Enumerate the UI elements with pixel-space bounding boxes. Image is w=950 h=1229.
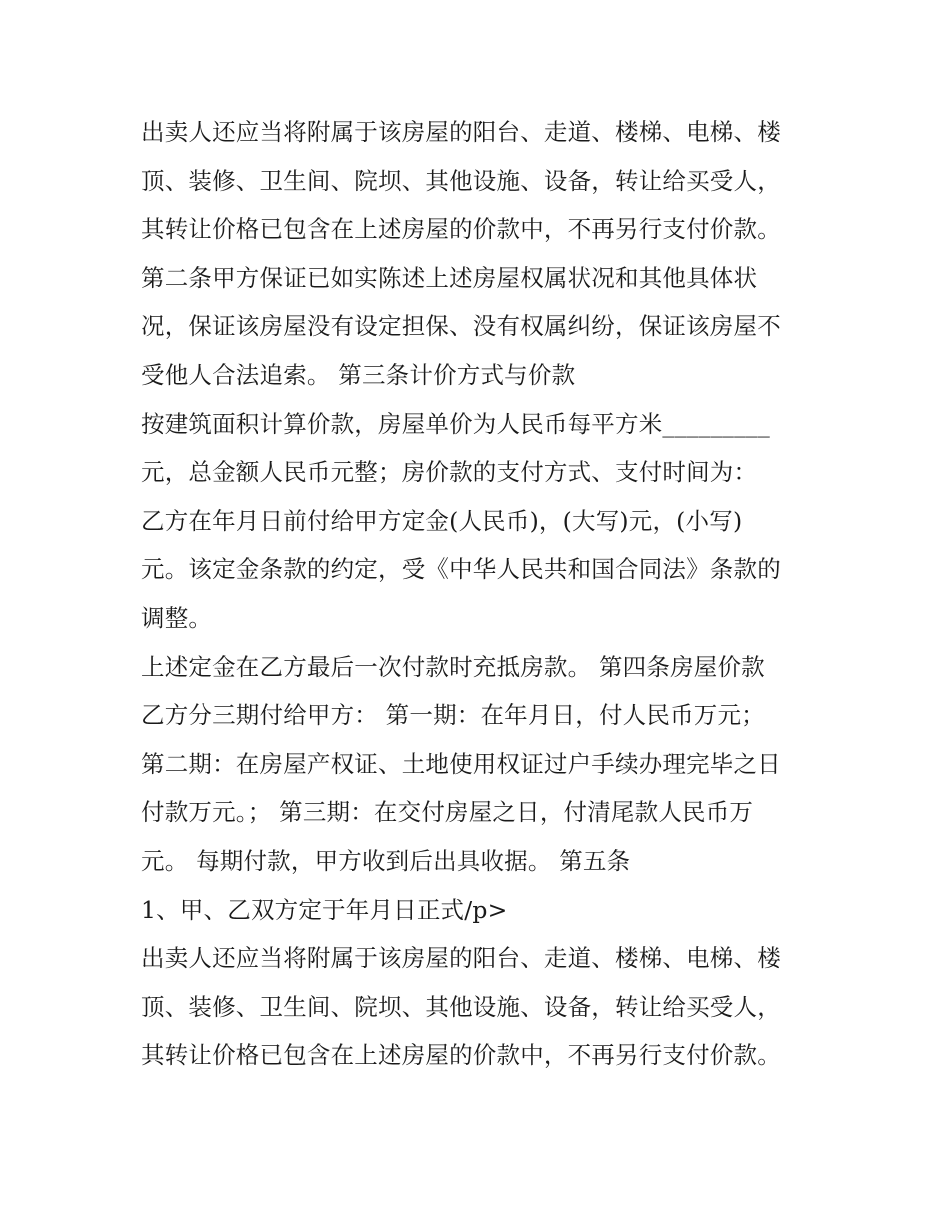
text-line: 顶、装修、卫生间、院坝、其他设施、设备，转让给买受人， bbox=[141, 992, 781, 1021]
text-line: 元。该定金条款的约定，受《中华人民共和国合同法》条款的 bbox=[141, 555, 781, 584]
text-line: 顶、装修、卫生间、院坝、其他设施、设备，转让给买受人， bbox=[141, 166, 781, 195]
text-line: 付款万元。； 第三期：在交付房屋之日，付清尾款人民币万 bbox=[141, 798, 754, 827]
text-line: 出卖人还应当将附属于该房屋的阳台、走道、楼梯、电梯、楼 bbox=[141, 944, 781, 973]
text-line: 按建筑面积计算价款，房屋单价为人民币每平方米_________ bbox=[141, 409, 770, 438]
text-line: 乙方分三期付给甲方： 第一期：在年月日，付人民币万元； bbox=[141, 701, 765, 730]
text-line: 上述定金在乙方最后一次付款时充抵房款。 第四条房屋价款 bbox=[141, 652, 765, 681]
text-line: 况，保证该房屋没有设定担保、没有权属纠纷，保证该房屋不 bbox=[141, 312, 781, 341]
text-line: 第二条甲方保证已如实陈述上述房屋权属状况和其他具体状 bbox=[141, 263, 758, 292]
text-line: 出卖人还应当将附属于该房屋的阳台、走道、楼梯、电梯、楼 bbox=[141, 118, 781, 146]
contract-text-body bbox=[141, 108, 831, 1080]
text-line: 其转让价格已包含在上述房屋的价款中，不再另行支付价款。 bbox=[141, 1041, 781, 1070]
text-line: 元，总金额人民币元整；房价款的支付方式、支付时间为： bbox=[141, 458, 758, 487]
text-line: 调整。 bbox=[141, 603, 213, 632]
text-line: 元。 每期付款，甲方收到后出具收据。 第五条 bbox=[141, 846, 631, 875]
text-line: 乙方在年月日前付给甲方定金(人民币)，(大写)元，(小写) bbox=[141, 506, 743, 535]
text-line: 第二期：在房屋产权证、土地使用权证过户手续办理完毕之日 bbox=[141, 749, 781, 778]
text-line: 其转让价格已包含在上述房屋的价款中，不再另行支付价款。 bbox=[141, 215, 781, 244]
text-line: 1、甲、乙双方定于年月日正式/p> bbox=[141, 895, 508, 924]
text-line: 受他人合法追索。 第三条计价方式与价款 bbox=[141, 360, 576, 389]
